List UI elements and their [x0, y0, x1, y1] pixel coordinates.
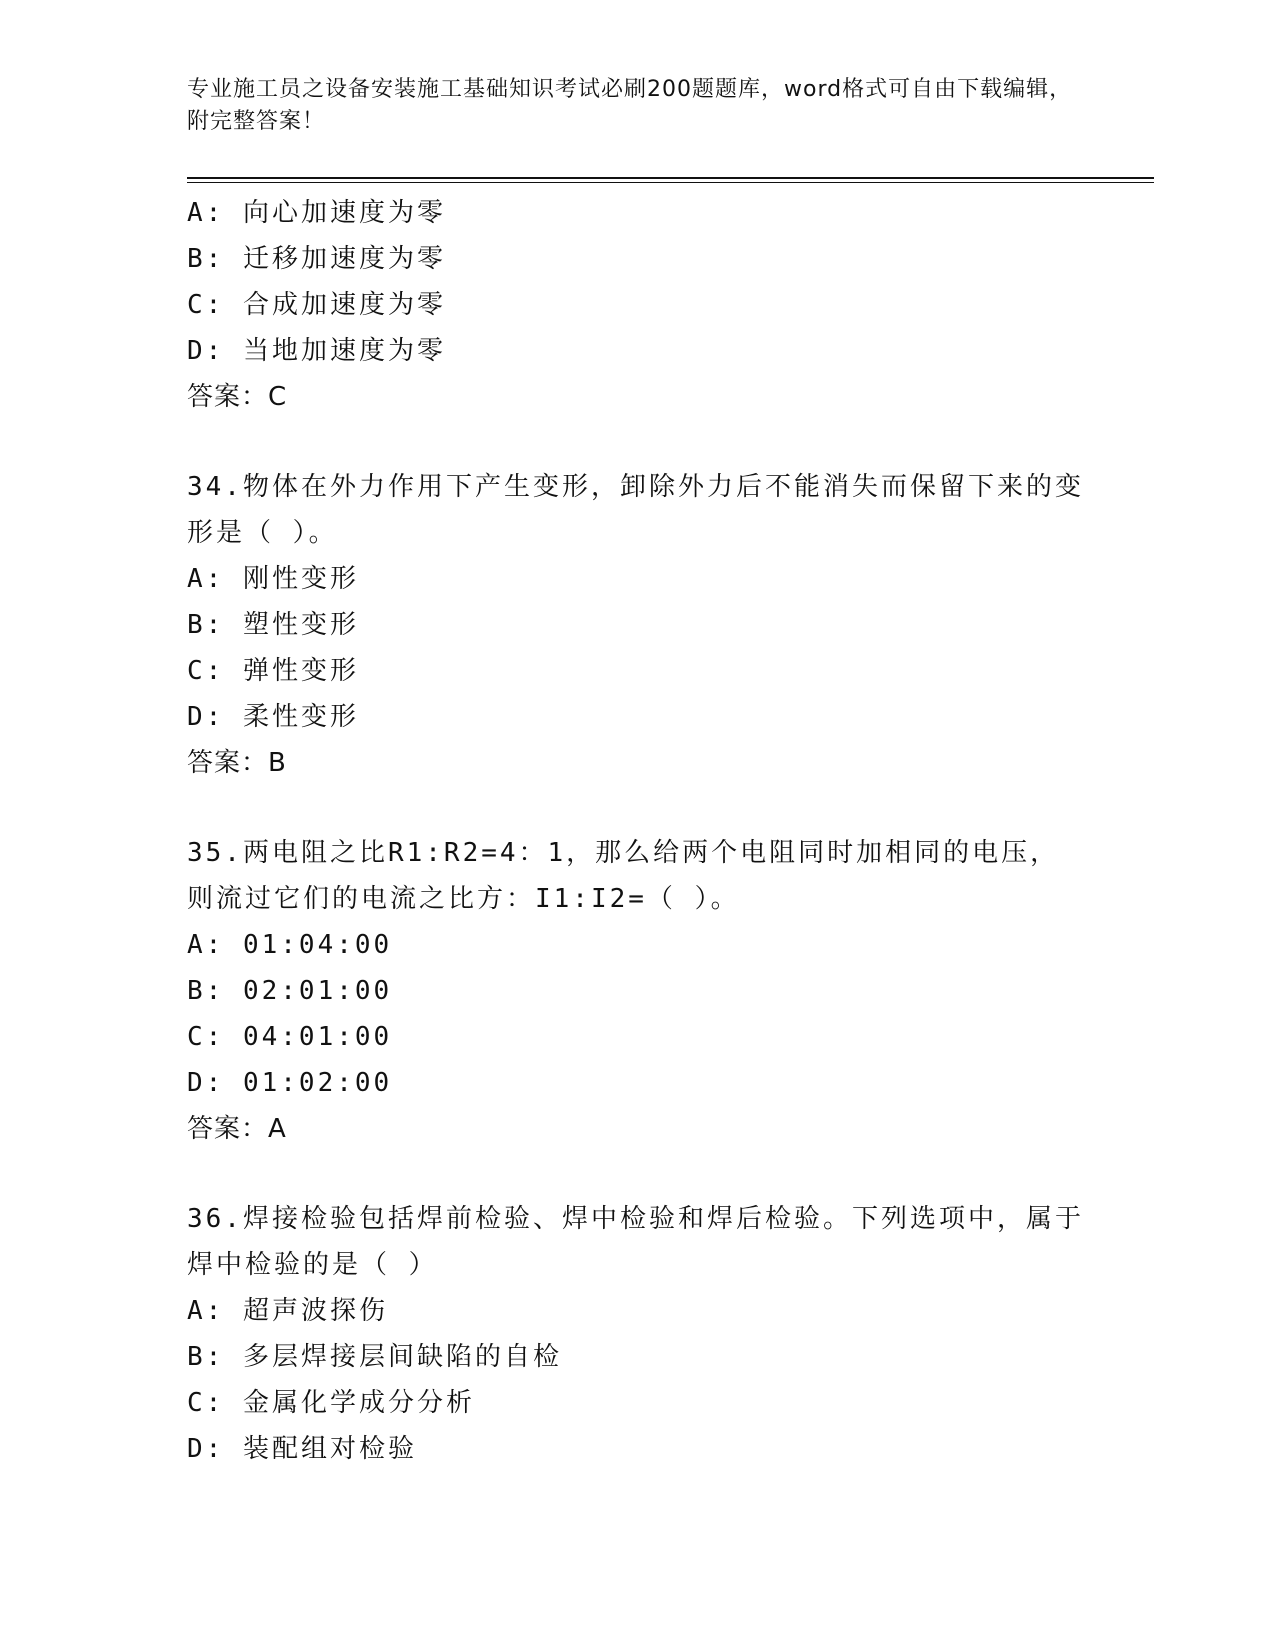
question-text: 36.焊接检验包括焊前检验、焊中检验和焊后检验。下列选项中，属于焊中检验的是（ ）	[187, 1204, 1084, 1280]
question-block-33	[187, 190, 1087, 420]
option-d: D: 装配组对检验	[187, 1434, 417, 1464]
header-divider-thick	[187, 177, 1154, 179]
option-c: C: 弹性变形	[187, 656, 359, 686]
option-c: C: 合成加速度为零	[187, 290, 446, 320]
header-divider-thin	[187, 182, 1154, 183]
option-d: D: 当地加速度为零	[187, 336, 446, 366]
option-d: D: 01:02:00	[187, 1068, 393, 1098]
option-b: B: 迁移加速度为零	[187, 244, 446, 274]
document-body	[187, 190, 1087, 1472]
option-b: B: 塑性变形	[187, 610, 359, 640]
option-b: B: 02:01:00	[187, 976, 393, 1006]
option-c: C: 金属化学成分分析	[187, 1388, 475, 1418]
question-block-34	[187, 464, 1087, 786]
option-a: A: 向心加速度为零	[187, 198, 446, 228]
option-a: A: 01:04:00	[187, 930, 393, 960]
document-header	[187, 74, 1087, 138]
document-title: 专业施工员之设备安装施工基础知识考试必刷200题题库，word格式可自由下载编辑，附完整答案！	[187, 77, 1073, 134]
answer-line: 答案：A	[187, 1114, 287, 1144]
option-c: C: 04:01:00	[187, 1022, 393, 1052]
answer-line: 答案：C	[187, 382, 288, 412]
option-d: D: 柔性变形	[187, 702, 359, 732]
question-text: 35.两电阻之比R1:R2=4：1，那么给两个电阻同时加相同的电压，则流过它们的电流之比方：I1:I2=（ ）。	[187, 838, 1060, 914]
option-a: A: 刚性变形	[187, 564, 359, 594]
option-b: B: 多层焊接层间缺陷的自检	[187, 1342, 562, 1372]
question-block-36	[187, 1196, 1087, 1472]
question-block-35	[187, 830, 1087, 1152]
question-text: 34.物体在外力作用下产生变形，卸除外力后不能消失而保留下来的变形是（ ）。	[187, 472, 1084, 548]
answer-line: 答案：B	[187, 748, 287, 778]
option-a: A: 超声波探伤	[187, 1296, 388, 1326]
